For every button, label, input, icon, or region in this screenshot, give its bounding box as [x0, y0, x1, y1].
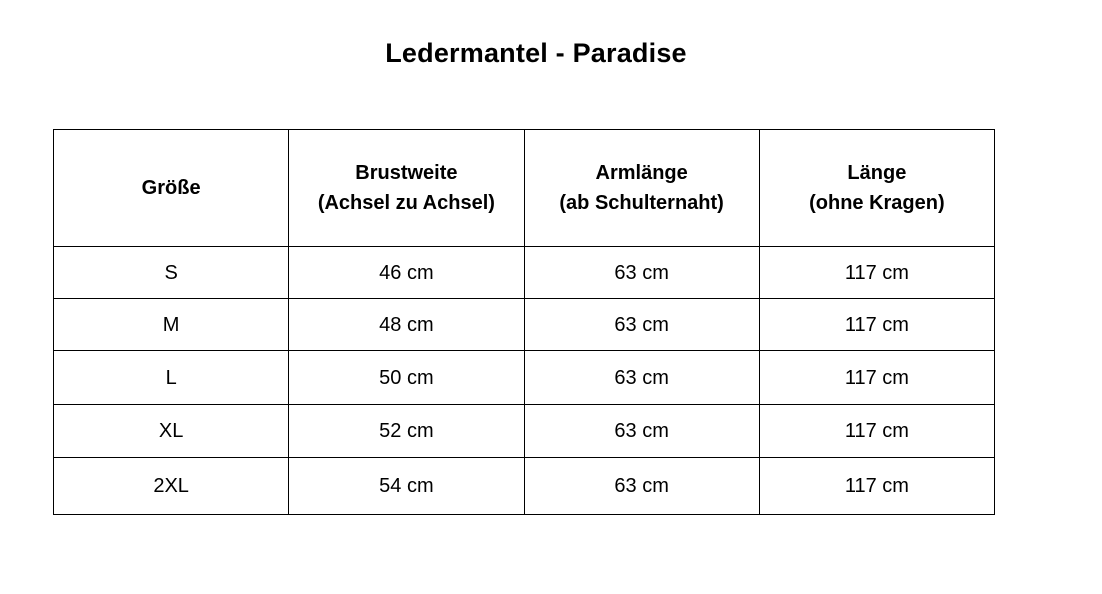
cell-laenge: 117 cm [759, 458, 994, 515]
header-groesse [54, 130, 289, 247]
size-chart-table [53, 129, 995, 515]
cell-size: XL [54, 405, 289, 458]
cell-armlaenge: 63 cm [524, 351, 759, 405]
cell-size: S [54, 247, 289, 299]
cell-brustweite: 52 cm [289, 405, 524, 458]
table-row [54, 351, 995, 405]
cell-size: 2XL [54, 458, 289, 515]
header-brustweite-label: Brustweite [355, 162, 458, 184]
cell-brustweite: 48 cm [289, 299, 524, 351]
header-brustweite-sublabel: (Achsel zu Achsel) [317, 192, 495, 214]
cell-armlaenge: 63 cm [524, 458, 759, 515]
header-groesse-label: Größe [141, 177, 201, 199]
cell-size: L [54, 351, 289, 405]
table-row [54, 405, 995, 458]
cell-armlaenge: 63 cm [524, 299, 759, 351]
cell-brustweite: 54 cm [289, 458, 524, 515]
cell-brustweite: 50 cm [289, 351, 524, 405]
table-row [54, 299, 995, 351]
header-laenge [759, 130, 994, 247]
header-laenge-sublabel: (ohne Kragen) [809, 192, 945, 214]
page-title: Ledermantel - Paradise [385, 38, 687, 68]
cell-laenge: 117 cm [759, 247, 994, 299]
cell-laenge: 117 cm [759, 405, 994, 458]
header-armlaenge-label: Armlänge [595, 162, 688, 184]
cell-armlaenge: 63 cm [524, 247, 759, 299]
header-armlaenge [524, 130, 759, 247]
table-row [54, 247, 995, 299]
header-armlaenge-sublabel: (ab Schulternaht) [559, 192, 724, 214]
header-brustweite [289, 130, 524, 247]
cell-laenge: 117 cm [759, 351, 994, 405]
cell-armlaenge: 63 cm [524, 405, 759, 458]
table-row [54, 458, 995, 515]
cell-brustweite: 46 cm [289, 247, 524, 299]
header-laenge-label: Länge [847, 162, 907, 184]
cell-size: M [54, 299, 289, 351]
table-header-row [54, 130, 995, 247]
cell-laenge: 117 cm [759, 299, 994, 351]
